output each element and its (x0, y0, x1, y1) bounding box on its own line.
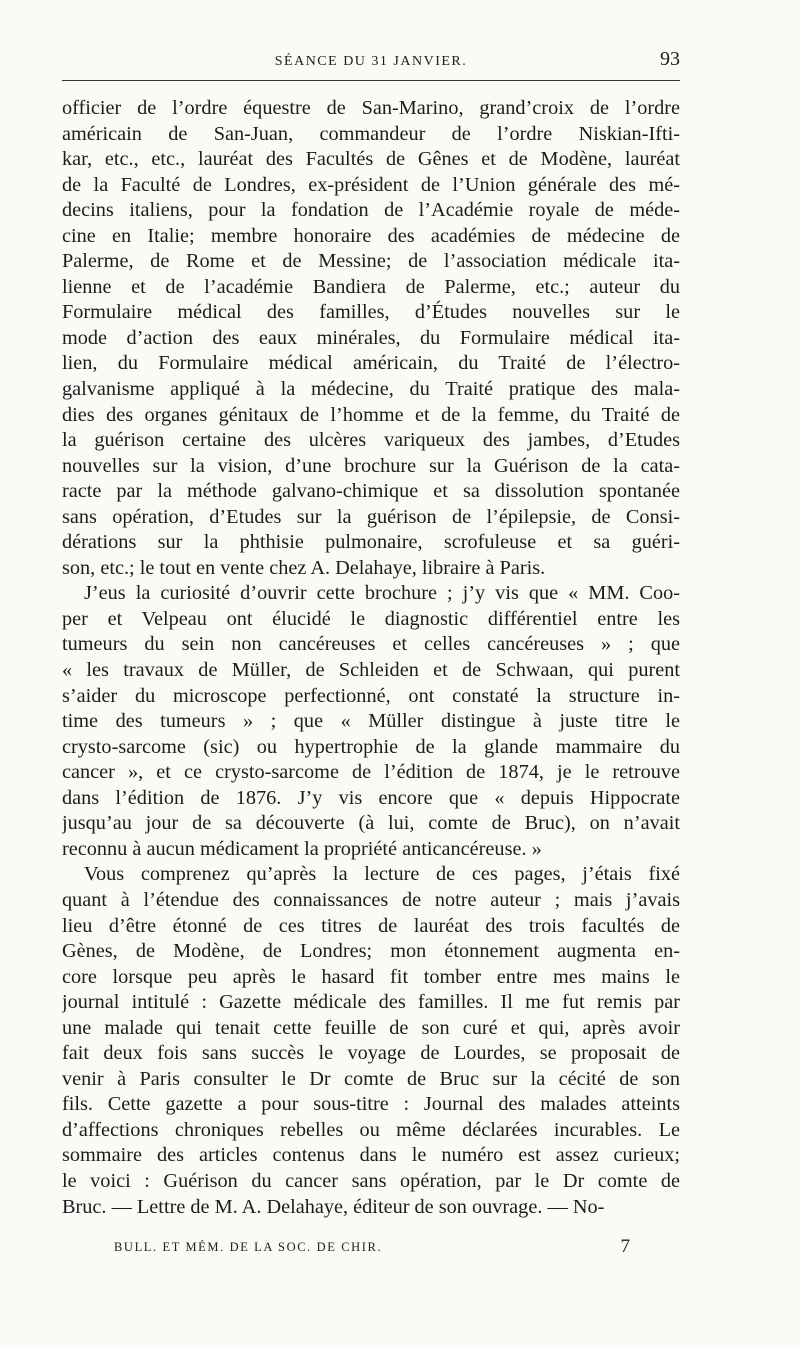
text-line: cancer », et ce crysto-sarcome de l’édition de 1874, je le retrouve (62, 761, 680, 784)
text-line: Formulaire médical des familles, d’Études nouvelles sur le (62, 301, 680, 324)
text-line: reconnu à aucun médicament la propriété anticancéreuse. » (62, 837, 542, 860)
text-line: américain de San-Juan, commandeur de l’ordre Niskian-Ifti- (62, 122, 680, 145)
paragraph (62, 581, 680, 862)
text-line: lienne et de l’académie Bandiera de Palerme, etc.; auteur du (62, 275, 680, 298)
running-title: SÉANCE DU 31 JANVIER. (274, 54, 468, 69)
text-line: time des tumeurs » ; que « Müller distingue à juste titre le (62, 710, 680, 733)
text-line: Vous comprenez qu’après la lecture de ces pages, j’étais fixé (84, 863, 680, 886)
text-line: son, etc.; le tout en vente chez A. Delahaye, libraire à Paris. (62, 556, 546, 579)
text-line: dans l’édition de 1876. J’y vis encore que « depuis Hippocrate (62, 786, 680, 809)
text-line: galvanisme appliqué à la médecine, du Traité pratique des mala- (62, 378, 680, 401)
text-line: la guérison certaine des ulcères variqueux des jambes, d’Etudes (62, 429, 680, 452)
header-rule (62, 80, 680, 81)
text-line: tumeurs du sein non cancéreuses et celles cancéreuses » ; que (62, 633, 680, 656)
body-text (62, 96, 680, 1220)
text-line: sans opération, d’Etudes sur la guérison de l’épilepsie, de Consi- (62, 505, 680, 528)
text-line: core lorsque peu après le hasard fit tomber entre mes mains le (62, 965, 680, 988)
sheet-number: 7 (620, 1236, 630, 1257)
paragraph (62, 96, 680, 581)
text-line: jusqu’au jour de sa découverte (à lui, comte de Bruc), on n’avait (62, 812, 680, 835)
text-line: mode d’action des eaux minérales, du Formulaire médical ita- (62, 326, 680, 349)
text-line: Bruc. — Lettre de M. A. Delahaye, éditeur de son ouvrage. — No- (62, 1195, 605, 1218)
text-line: J’eus la curiosité d’ouvrir cette brochure ; j’y vis que « MM. Coo- (84, 582, 680, 605)
page-footer (62, 1236, 680, 1260)
paragraph (62, 862, 680, 1220)
text-line: le voici : Guérison du cancer sans opération, par le Dr comte de (62, 1169, 680, 1192)
text-line: « les travaux de Müller, de Schleiden et de Schwaan, qui purent (62, 659, 680, 682)
text-line: fils. Cette gazette a pour sous-titre : Journal des malades atteints (62, 1093, 680, 1116)
text-line: venir à Paris consulter le Dr comte de Bruc sur la cécité de son (62, 1067, 680, 1090)
text-line: nouvelles sur la vision, d’une brochure sur la Guérison de la cata- (62, 454, 680, 477)
text-line: decins italiens, pour la fondation de l’Académie royale de méde- (62, 199, 680, 222)
text-line: d’affections chroniques rebelles ou même déclarées incurables. Le (62, 1118, 680, 1141)
text-line: Gènes, de Modène, de Londres; mon étonnement augmenta en- (62, 940, 680, 963)
page-number: 93 (660, 48, 680, 70)
text-line: lien, du Formulaire médical américain, du Traité de l’électro- (62, 352, 680, 375)
text-line: dérations sur la phthisie pulmonaire, scrofuleuse et sa guéri- (62, 531, 680, 554)
running-header (62, 48, 680, 74)
text-line: cine en Italie; membre honoraire des académies de médecine de (62, 224, 680, 247)
text-line: une malade qui tenait cette feuille de son curé et qui, après avoir (62, 1016, 680, 1039)
footer-signature: BULL. ET MÉM. DE LA SOC. DE CHIR. (114, 1240, 383, 1254)
text-line: dies des organes génitaux de l’homme et de la femme, du Traité de (62, 403, 680, 426)
book-page (62, 0, 680, 1347)
text-line: journal intitulé : Gazette médicale des familles. Il me fut remis par (62, 991, 680, 1014)
text-line: quant à l’étendue des connaissances de notre auteur ; mais j’avais (62, 888, 680, 911)
text-line: officier de l’ordre équestre de San-Marino, grand’croix de l’ordre (62, 97, 680, 119)
text-line: crysto-sarcome (sic) ou hypertrophie de la glande mammaire du (62, 735, 680, 758)
text-line: de la Faculté de Londres, ex-président de l’Union générale des mé- (62, 173, 680, 196)
text-line: lieu d’être étonné de ces titres de lauréat des trois facultés de (62, 914, 680, 937)
text-line: fait deux fois sans succès le voyage de Lourdes, se proposait de (62, 1042, 680, 1065)
text-line: sommaire des articles contenus dans le numéro est assez curieux; (62, 1144, 680, 1167)
text-line: Palerme, de Rome et de Messine; de l’association médicale ita- (62, 250, 680, 273)
text-line: per et Velpeau ont élucidé le diagnostic différentiel entre les (62, 607, 680, 630)
text-line: kar, etc., etc., lauréat des Facultés de Gênes et de Modène, lauréat (62, 148, 680, 171)
text-line: racte par la méthode galvano-chimique et sa dissolution spontanée (62, 480, 680, 503)
text-line: s’aider du microscope perfectionné, ont constaté la structure in- (62, 684, 680, 707)
